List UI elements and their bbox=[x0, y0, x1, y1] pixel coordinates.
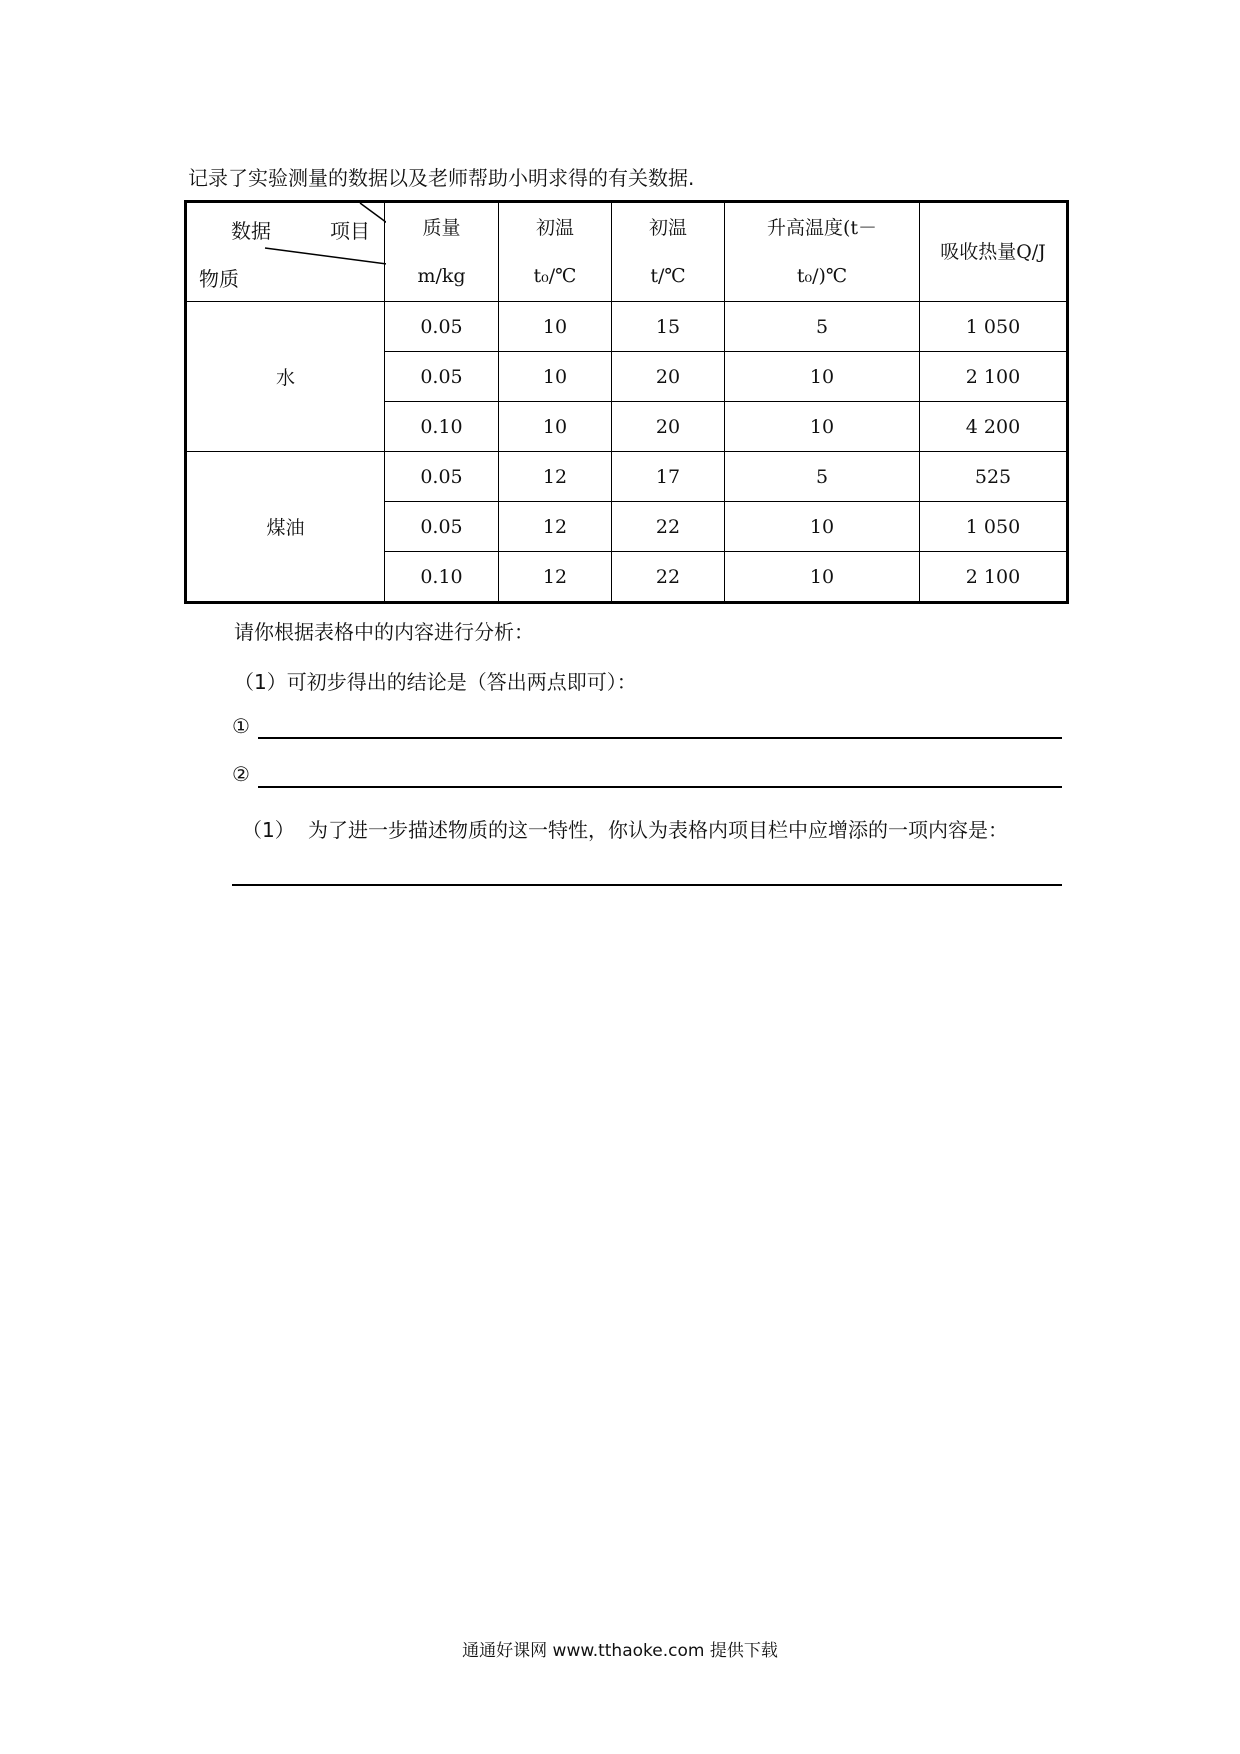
table-cell: 10 bbox=[499, 402, 612, 452]
substance-kerosene: 煤油 bbox=[186, 452, 385, 603]
table-cell: 20 bbox=[612, 402, 725, 452]
corner-label-item: 项目 bbox=[330, 219, 370, 243]
table-cell: 525 bbox=[920, 452, 1068, 502]
table-cell: 12 bbox=[499, 502, 612, 552]
header-temp-rise: 升高温度(t－ t₀/)℃ bbox=[725, 202, 920, 302]
analysis-prompt: 请你根据表格中的内容进行分析： bbox=[234, 620, 534, 644]
table-cell: 22 bbox=[612, 552, 725, 603]
answer-line-3[interactable] bbox=[232, 884, 1062, 886]
table-header-row bbox=[186, 202, 1068, 302]
intro-text: 记录了实验测量的数据以及老师帮助小明求得的有关数据. bbox=[188, 166, 695, 190]
question-2: 为了进一步描述物质的这一特性，你认为表格内项目栏中应增添的一项内容是： bbox=[308, 818, 1008, 842]
table-cell: 10 bbox=[725, 352, 920, 402]
corner-label-data: 数据 bbox=[231, 219, 271, 243]
header-final-temp: 初温 t/℃ bbox=[612, 202, 725, 302]
table-cell: 20 bbox=[612, 352, 725, 402]
table-cell: 1 050 bbox=[920, 502, 1068, 552]
table-cell: 2 100 bbox=[920, 552, 1068, 603]
header-heat-absorbed: 吸收热量Q/J bbox=[920, 202, 1068, 302]
table-cell: 12 bbox=[499, 452, 612, 502]
table-cell: 4 200 bbox=[920, 402, 1068, 452]
table-cell: 0.05 bbox=[385, 502, 499, 552]
header-initial-temp: 初温 t₀/℃ bbox=[499, 202, 612, 302]
table-cell: 10 bbox=[499, 352, 612, 402]
table-cell: 5 bbox=[725, 452, 920, 502]
table-cell: 10 bbox=[499, 302, 612, 352]
table-cell: 10 bbox=[725, 502, 920, 552]
answer-mark-2: ② bbox=[232, 762, 250, 786]
table-cell: 1 050 bbox=[920, 302, 1068, 352]
table-cell: 5 bbox=[725, 302, 920, 352]
table-cell: 0.10 bbox=[385, 402, 499, 452]
answer-line-2[interactable] bbox=[258, 786, 1062, 788]
answer-line-1[interactable] bbox=[258, 737, 1062, 739]
table-cell: 10 bbox=[725, 402, 920, 452]
table-cell: 0.05 bbox=[385, 452, 499, 502]
table-cell: 12 bbox=[499, 552, 612, 603]
data-table-container bbox=[184, 200, 1066, 603]
question-2-number: （1） bbox=[242, 818, 295, 842]
corner-label-substance: 物质 bbox=[199, 267, 239, 291]
table-row bbox=[186, 302, 1068, 352]
table-corner-cell bbox=[186, 202, 385, 302]
substance-water: 水 bbox=[186, 302, 385, 452]
table-cell: 10 bbox=[725, 552, 920, 603]
table-cell: 0.05 bbox=[385, 302, 499, 352]
table-cell: 0.10 bbox=[385, 552, 499, 603]
table-cell: 2 100 bbox=[920, 352, 1068, 402]
question-1: （1）可初步得出的结论是（答出两点即可）： bbox=[234, 670, 637, 694]
header-mass: 质量 m/kg bbox=[385, 202, 499, 302]
table-row bbox=[186, 452, 1068, 502]
data-table bbox=[184, 200, 1069, 604]
table-cell: 22 bbox=[612, 502, 725, 552]
table-cell: 0.05 bbox=[385, 352, 499, 402]
table-cell: 15 bbox=[612, 302, 725, 352]
answer-mark-1: ① bbox=[232, 714, 250, 738]
footer-text: 通通好课网 www.tthaoke.com 提供下载 bbox=[462, 1641, 778, 1661]
table-cell: 17 bbox=[612, 452, 725, 502]
